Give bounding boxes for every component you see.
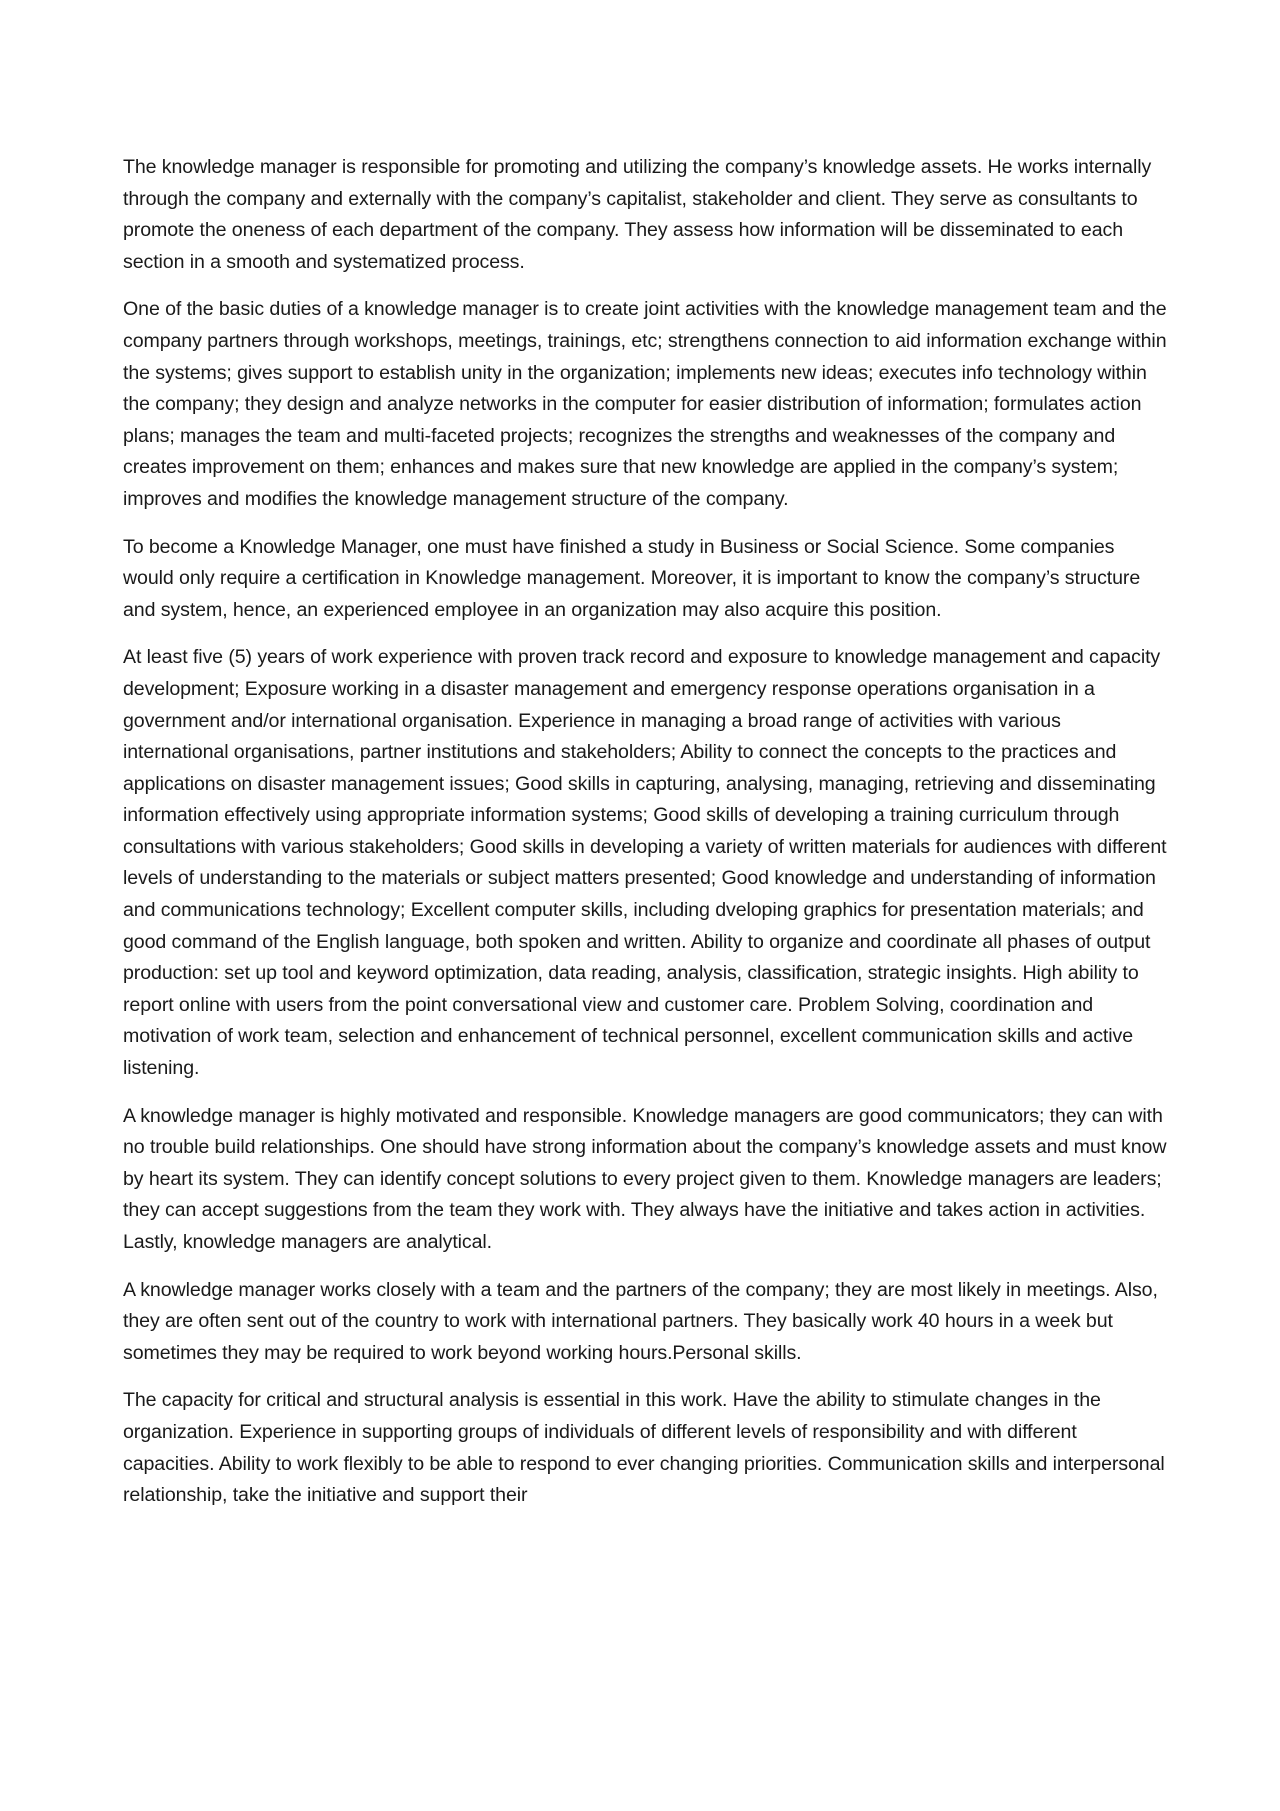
paragraph-basic-duties: One of the basic duties of a knowledge manager is to create joint activities with the knowledge management team and the company partners through workshops, meetings, trainings, etc; strengthens connection to aid information exchange within the systems; gives support to establish unity in the organization; implements new ideas; executes info technology within the company; they design and analyze networks in the computer for easier distribution of information; formulates action plans; manages the team and multi-faceted projects; recognizes the strengths and weaknesses of the company and creates improvement on them; enhances and makes sure that new knowledge are applied in the company’s system; improves and modifies the knowledge management structure of the company. bbox=[123, 298, 1167, 510]
paragraph-personal-traits: A knowledge manager is highly motivated and responsible. Knowledge managers are good communicators; they can with no trouble build relationships. One should have strong information about the company’s knowledge assets and must know by heart its system. They can identify concept solutions to every project given to them. Knowledge managers are leaders; they can accept suggestions from the team they work with. They always have the initiative and takes action in activities. Lastly, knowledge managers are analytical. bbox=[123, 1104, 1167, 1253]
paragraph-working-conditions: A knowledge manager works closely with a team and the partners of the company; they are most likely in meetings. Also, they are often sent out of the country to work with international partners. They basically work 40 hours in a week but sometimes they may be required to work beyond working hours.Personal skills. bbox=[123, 1278, 1158, 1364]
paragraph-education-requirements: To become a Knowledge Manager, one must have finished a study in Business or Social Science. Some companies would only require a certification in Knowledge management. Moreover, it is important to know the company’s structure and system, hence, an experienced employee in an organization may also acquire this position. bbox=[123, 535, 1141, 621]
paragraph-role-overview: The knowledge manager is responsible for promoting and utilizing the company’s knowledge assets. He works internally through the company and externally with the company’s capitalist, stakeholder and client. They serve as consultants to promote the oneness of each department of the company. They assess how information will be disseminated to each section in a smooth and systematized process. bbox=[123, 156, 1152, 273]
paragraph-experience-requirements: At least five (5) years of work experience with proven track record and exposure to knowledge management and capacity development; Exposure working in a disaster management and emergency response operations organisation in a government and/or international organisation. Experience in managing a broad range of activities with various international organisations, partner institutions and stakeholders; Ability to connect the concepts to the practices and applications on disaster management issues; Good skills in capturing, analysing, managing, retrieving and disseminating information effectively using appropriate information systems; Good skills of developing a training curriculum through consultations with various stakeholders; Good skills in developing a variety of written materials for audiences with different levels of understanding to the materials or subject matters presented; Good knowledge and understanding of information and communications technology; Excellent computer skills, including dveloping graphics for presentation materials; and good command of the English language, both spoken and written. Ability to organize and coordinate all phases of output production: set up tool and keyword optimization, data reading, analysis, classification, strategic insights. High ability to report online with users from the point conversational view and customer care. Problem Solving, coordination and motivation of work team, selection and enhancement of technical personnel, excellent communication skills and active listening. bbox=[123, 646, 1167, 1080]
paragraph-analysis-skills: The capacity for critical and structural analysis is essential in this work. Have the ability to stimulate changes in the organization. Experience in supporting groups of individuals of different levels of responsibility and with different capacities. Ability to work flexibly to be able to respond to ever changing priorities. Communication skills and interpersonal relationship, take the initiative and support their bbox=[123, 1389, 1165, 1507]
